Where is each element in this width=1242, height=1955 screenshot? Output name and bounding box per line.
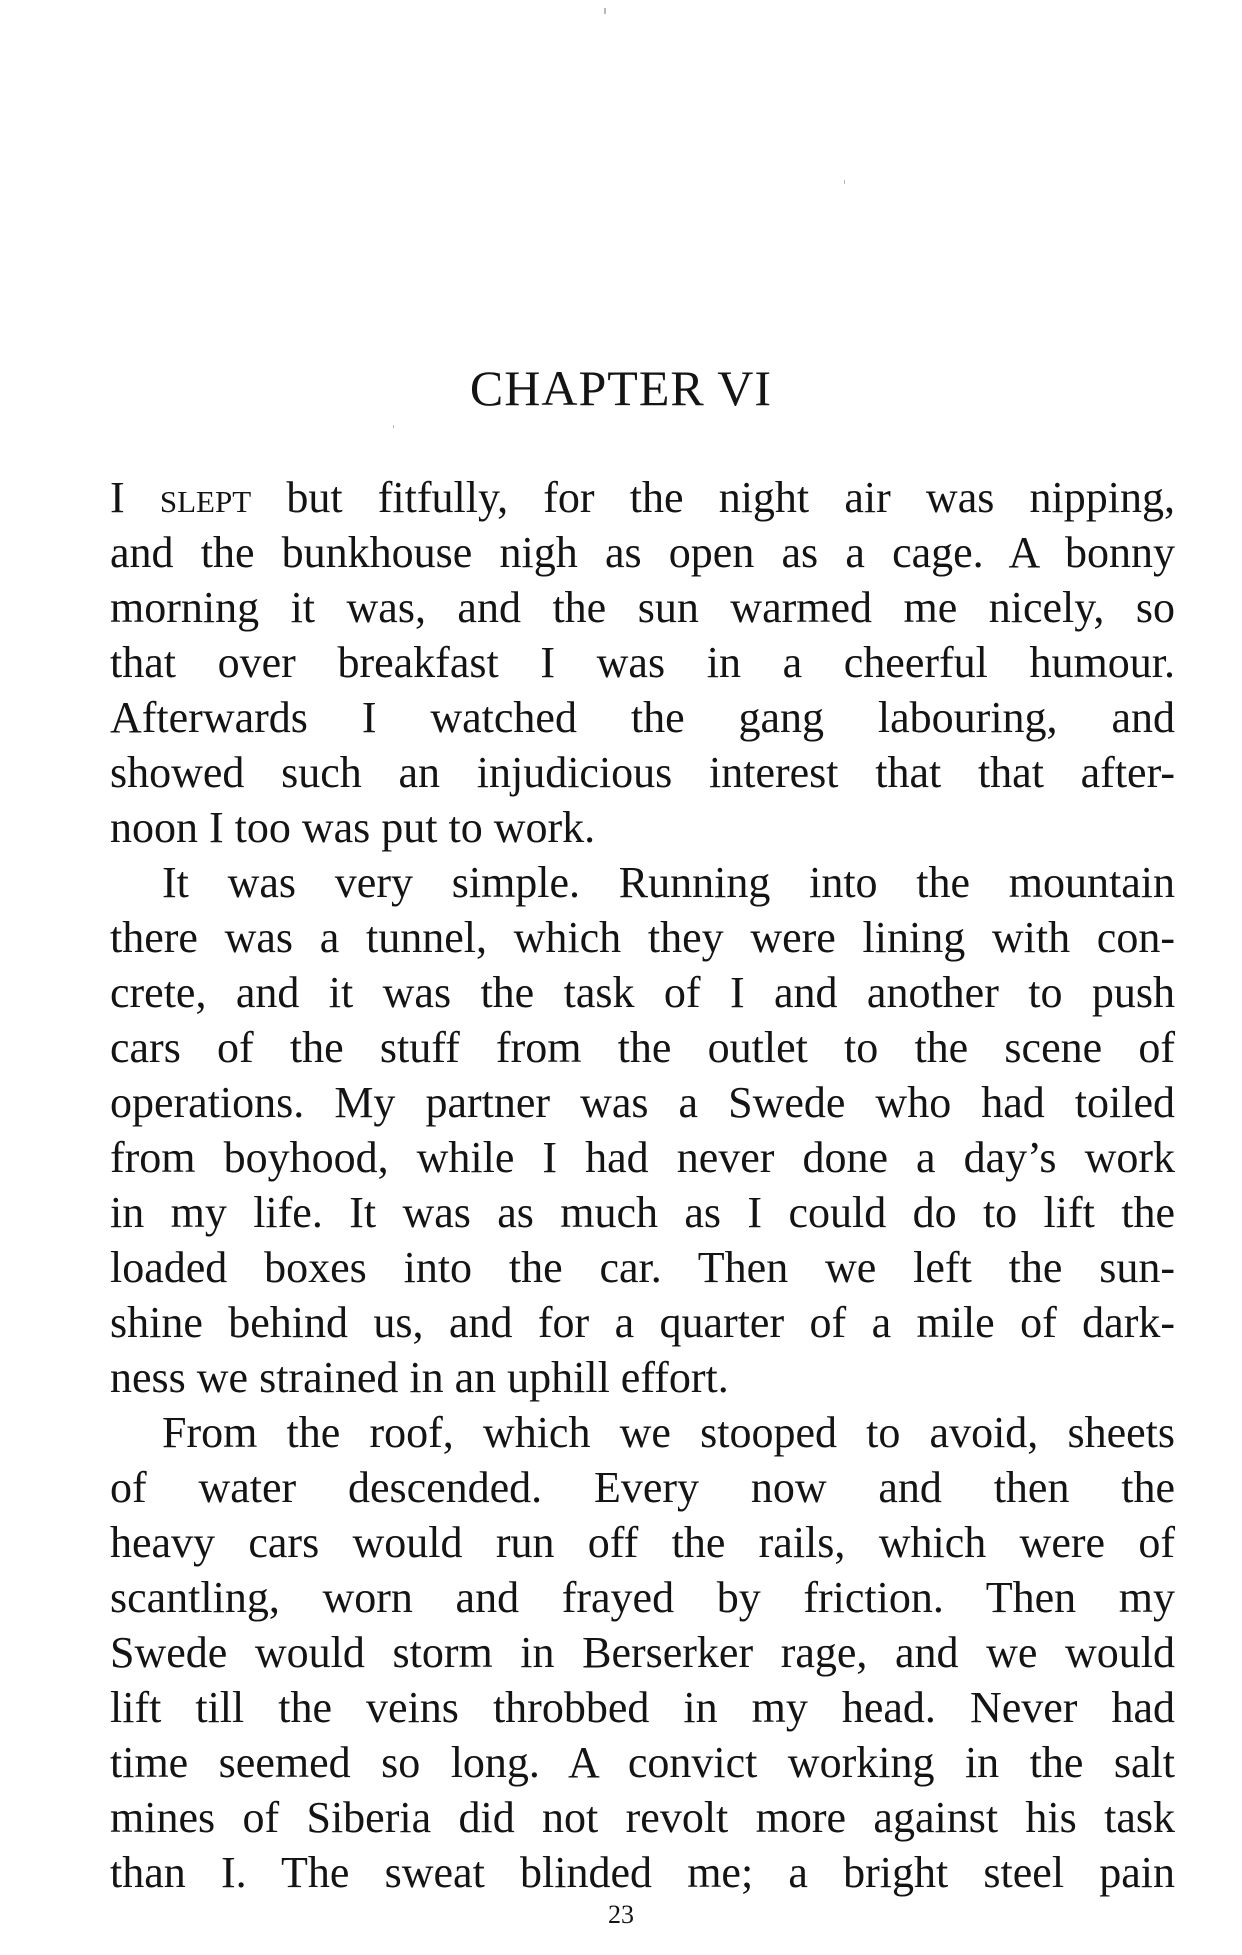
text-line: Afterwards I watched the gang labouring, and [110,693,1175,742]
text-line: there was a tunnel, which they were lining with con- [110,913,1175,962]
text-line: of water descended. Every now and then the [110,1463,1175,1512]
text-line: time seemed so long. A convict working in the salt [110,1738,1175,1787]
paper-speck [844,180,845,184]
text-line: scantling, worn and frayed by friction. Then my [110,1573,1175,1622]
text-line: shine behind us, and for a quarter of a mile of dark- [110,1298,1175,1347]
text-line: From the roof, which we stooped to avoid, sheets [162,1408,1175,1457]
text-line: crete, and it was the task of I and another to push [110,968,1175,1017]
text-line: noon I too was put to work. [110,803,596,852]
text-line: loaded boxes into the car. Then we left the sun- [110,1243,1175,1292]
text-line: operations. My partner was a Swede who had toiled [110,1078,1175,1127]
text-line: Swede would storm in Berserker rage, and we would [110,1628,1175,1677]
text-line: in my life. It was as much as I could do to lift the [110,1188,1175,1237]
text-line: heavy cars would run off the rails, which were of [110,1518,1175,1567]
text-line: ness we strained in an uphill effort. [110,1353,729,1402]
text-line: cars of the stuff from the outlet to the scene of [110,1023,1175,1072]
text-line: than I. The sweat blinded me; a bright steel pain [110,1848,1175,1897]
text-line: showed such an injudicious interest that that after- [110,748,1175,797]
text-line: It was very simple. Running into the mountain [162,858,1175,907]
text-line: lift till the veins throbbed in my head. Never had [110,1683,1175,1732]
chapter-heading: CHAPTER VI [469,360,773,416]
text-line [110,470,1175,525]
text-line: from boyhood, while I had never done a day’s work [110,1133,1175,1182]
line-text: but fitfully, for the night air was nipping, [251,473,1175,522]
body-text [110,470,1175,1900]
opening-words: I slept [110,473,252,522]
paper-speck [604,8,606,14]
text-line: mines of Siberia did not revolt more against his task [110,1793,1175,1842]
text-line: morning it was, and the sun warmed me nicely, so [110,583,1175,632]
page-number: 23 [608,1900,634,1929]
text-line: that over breakfast I was in a cheerful humour. [110,638,1175,687]
text-line: and the bunkhouse nigh as open as a cage. A bonny [110,528,1175,577]
paper-speck [393,425,394,428]
